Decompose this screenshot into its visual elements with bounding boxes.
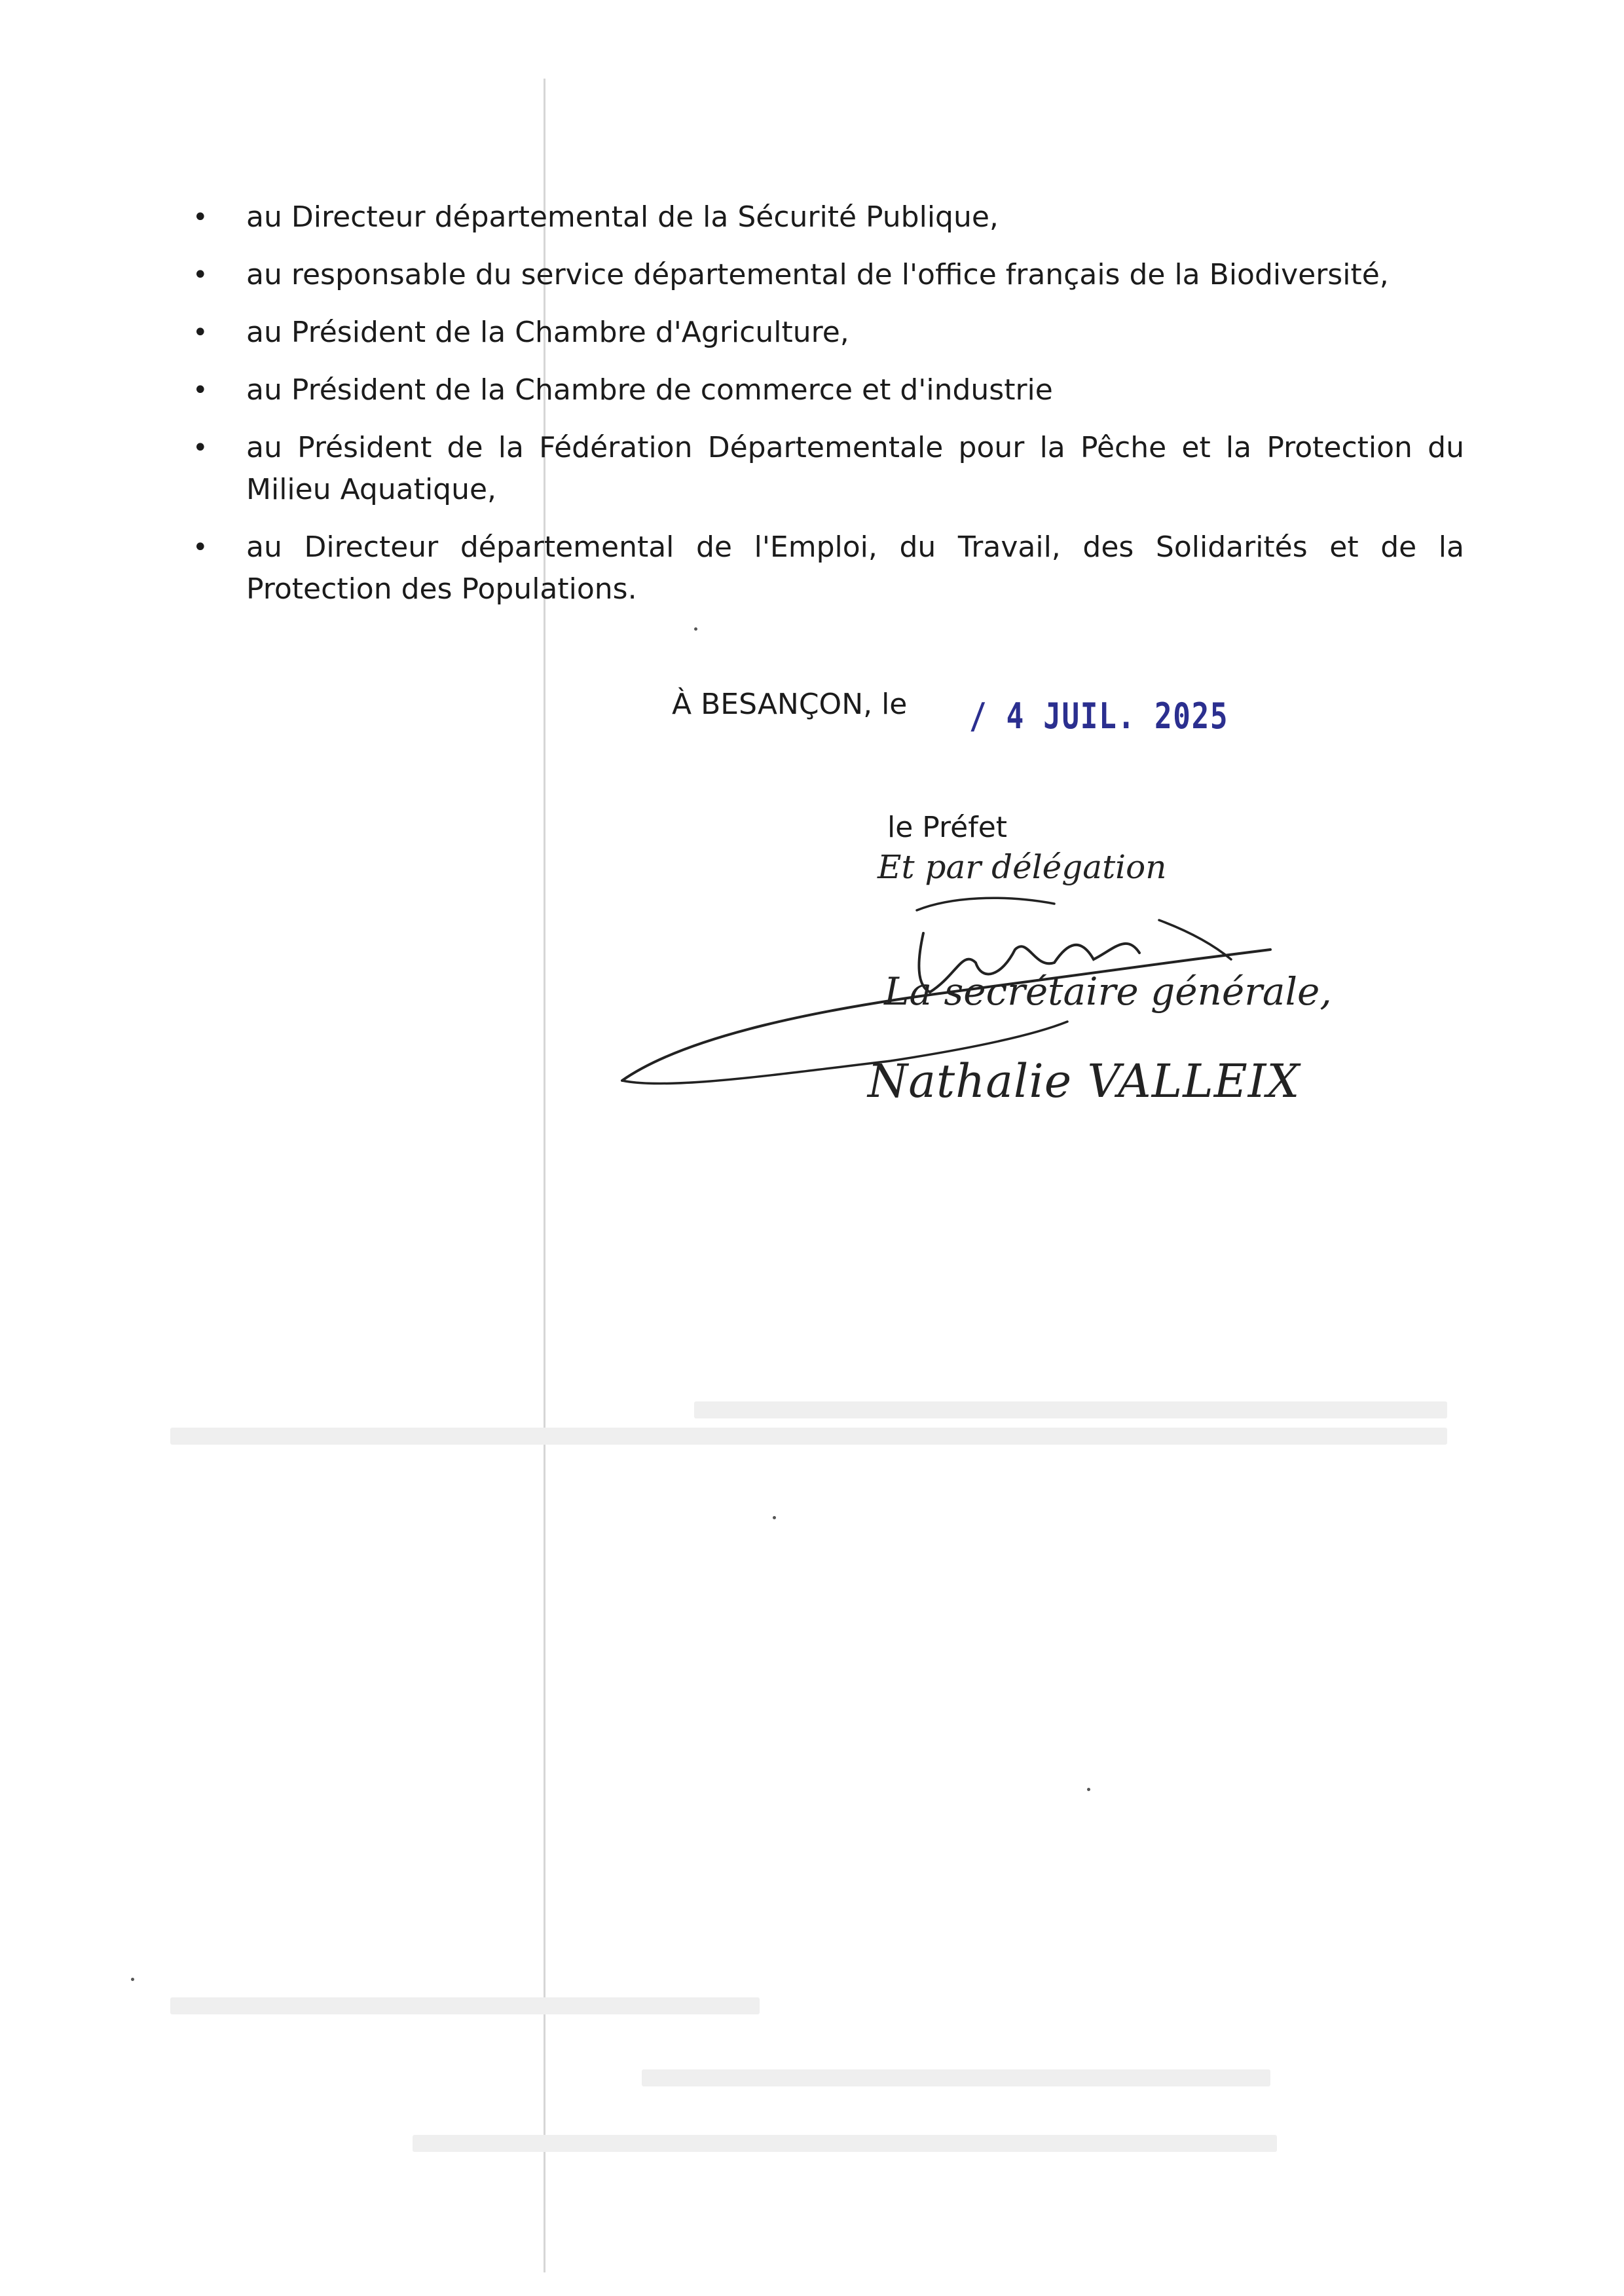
recipients-list <box>187 196 1464 626</box>
scan-speck <box>773 1516 776 1519</box>
recipient-item: • au Président de la Chambre d'Agriculture, <box>187 312 1464 354</box>
recipient-item: • au Directeur départemental de la Sécurité Publique, <box>187 196 1464 238</box>
recipient-item: • au responsable du service départemental de l'office français de la Biodiversité, <box>187 254 1464 296</box>
scan-speck <box>131 1978 134 1981</box>
show-through-line <box>170 1428 1447 1445</box>
bullet-icon: • <box>193 433 208 463</box>
bullet-icon: • <box>193 202 208 232</box>
bullet-icon: • <box>193 260 208 290</box>
bullet-icon: • <box>193 375 208 405</box>
show-through-line <box>694 1401 1447 1418</box>
recipient-item: • au Président de la Fédération Départementale pour la Pêche et la Protection du Milieu Aquatique, <box>187 427 1464 511</box>
show-through-line <box>642 2069 1270 2086</box>
place-label: À BESANÇON, le <box>672 688 908 721</box>
bullet-icon: • <box>193 318 208 348</box>
scan-speck <box>694 627 697 631</box>
signatory-title: le Préfet <box>887 811 1008 844</box>
show-through-line <box>170 1997 760 2014</box>
scan-speck <box>1087 1788 1090 1791</box>
signatory-name-handwritten: Nathalie VALLEIX <box>868 1054 1301 1108</box>
show-through-line <box>413 2135 1277 2152</box>
delegation-handwritten: Et par délégation <box>877 848 1167 886</box>
recipient-item: • au Président de la Chambre de commerce et d'industrie <box>187 369 1464 411</box>
recipient-item: • au Directeur départemental de l'Emploi, du Travail, des Solidarités et de la Protection des Populations. <box>187 527 1464 610</box>
bullet-icon: • <box>193 532 208 563</box>
role-handwritten: La secrétaire générale, <box>884 969 1332 1014</box>
date-stamp: / 4 JUIL. 2025 <box>969 695 1229 737</box>
